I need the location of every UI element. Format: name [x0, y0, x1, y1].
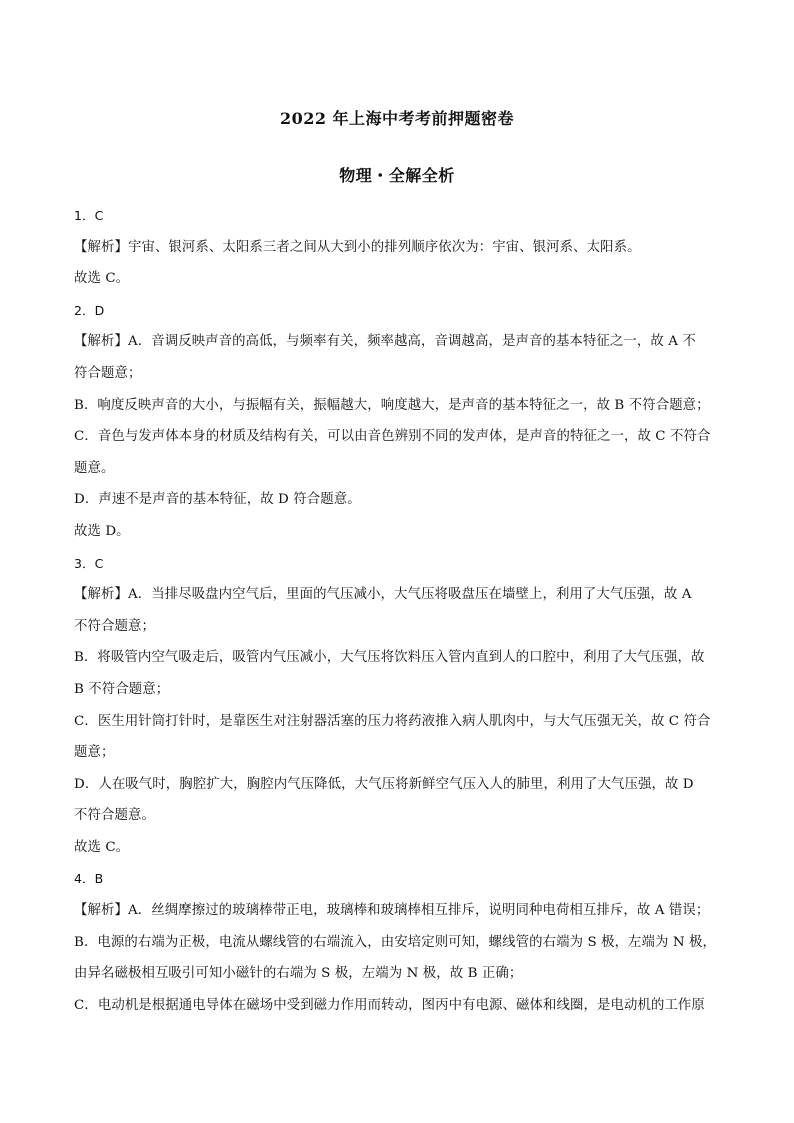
- text-line: D．人在吸气时，胸腔扩大，胸腔内气压降低，大气压将新鲜空气压入人的肺里，利用了大气压强，故 D: [74, 776, 694, 792]
- text-line: 不符合题意。: [74, 808, 155, 824]
- text-line: 不符合题意；: [74, 618, 155, 634]
- text-line: 故选 C。: [74, 271, 130, 287]
- text-line: C．电动机是根据通电导体在磁场中受到磁力作用而转动，图丙中有电源、磁体和线圈，是电动机的工作原: [74, 997, 705, 1013]
- text-line: C．音色与发声体本身的材质及结构有关，可以由音色辨别不同的发声体，是声音的特征之一，故 C 不符合: [74, 429, 711, 445]
- text-line: 符合题意；: [74, 365, 142, 381]
- text-line: 故选 C。: [74, 839, 130, 855]
- text-line: B 不符合题意；: [74, 681, 170, 697]
- text-line: 【解析】A．当排尽吸盘内空气后，里面的气压减小，大气压将吸盘压在墙壁上，利用了大气压强，故 A: [74, 587, 692, 603]
- document-subtitle: 物理・全解全析: [339, 166, 455, 185]
- text-line: 【解析】A．音调反映声音的高低，与频率有关，频率越高，音调越高，是声音的基本特征之一，故 A 不: [74, 334, 696, 350]
- text-line: 故选 D。: [74, 523, 130, 539]
- answer-number: 2．D: [74, 302, 105, 318]
- text-line: B．将吸管内空气吸走后，吸管内气压减小，大气压将饮料压入管内直到人的口腔中，利用了大气压强，故: [74, 650, 705, 666]
- text-line: 【解析】宇宙、银河系、太阳系三者之间从大到小的排列顺序依次为：宇宙、银河系、太阳系。: [74, 239, 641, 255]
- text-line: 由异名磁极相互吸引可知小磁针的右端为 S 极，左端为 N 极，故 B 正确；: [74, 966, 523, 982]
- answer-number: 4．B: [74, 871, 104, 887]
- answer-number: 1．C: [74, 208, 104, 223]
- answer-number: 3．C: [74, 555, 104, 571]
- text-line: 题意。: [74, 460, 115, 476]
- text-line: 【解析】A．丝绸摩擦过的玻璃棒带正电，玻璃棒和玻璃棒相互排斥，说明同种电荷相互排斥，故 A 错误；: [74, 903, 710, 919]
- text-line: 题意；: [74, 745, 115, 761]
- text-line: B．响度反映声音的大小，与振幅有关，振幅越大，响度越大，是声音的基本特征之一，故 B 不符合题意；: [74, 397, 710, 413]
- text-line: C．医生用针筒打针时，是靠医生对注射器活塞的压力将药液推入病人肌肉中，与大气压强无关，故 C 符合: [74, 713, 711, 729]
- document-title: 2022 年上海中考考前押题密卷: [279, 109, 515, 128]
- answer-body: [74, 200, 724, 1021]
- text-line: D．声速不是声音的基本特征，故 D 符合题意。: [74, 492, 361, 508]
- text-line: B．电源的右端为正极，电流从螺线管的右端流入，由安培定则可知，螺线管的右端为 S 极，左端为 N 极，: [74, 934, 717, 950]
